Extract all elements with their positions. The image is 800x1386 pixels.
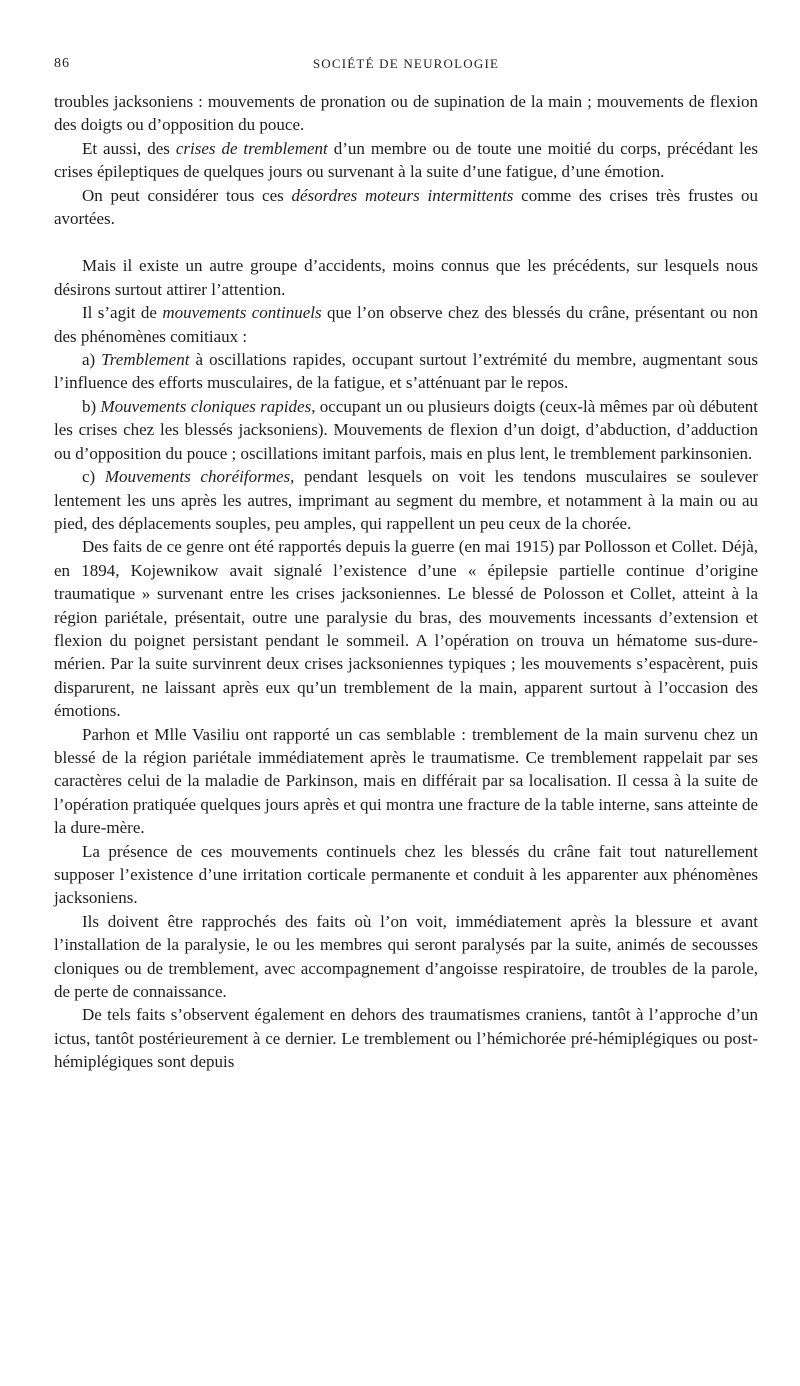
text-run: b) (82, 396, 101, 416)
text-run: , pendant lesquels on voit les tendons musculaires se soulever lentement les uns après les autres, imprimant au segment du membre, et notamment à la main ou au pied, des déplacements souples, peu amples, qui rappellent un peu ceux de la chorée. (54, 467, 758, 533)
paragraph-p10 (54, 840, 758, 910)
italic-term: crises de tremblement (175, 138, 328, 158)
text-run: Parhon et Mlle Vasiliu ont rapporté un cas semblable : tremblement de la main survenu chez un blessé de la région pariétale immédiatement après le traumatisme. Ce tremblement rappelait par ses caractères celui de la maladie de Parkinson, mais en différait par sa localisation. Il cessa à la suite de l’opération pratiquée quelques jours après et qui montra une fracture de la table interne, sans atteinte de la dure-mère. (54, 724, 758, 838)
paragraph-p2 (54, 184, 758, 231)
paragraph-p9 (54, 723, 758, 840)
paragraph-p11 (54, 910, 758, 1004)
text-run: que l’on observe chez des blessés du crâne, présentant ou non des phénomènes comitiaux : (54, 303, 758, 346)
italic-term: Mouvements cloniques rapides (100, 396, 312, 416)
italic-term: Mouvements choréiformes (104, 467, 291, 487)
paragraph-p7 (54, 465, 758, 535)
paragraph-p6 (54, 395, 758, 465)
text-run: On peut considérer tous ces (82, 185, 292, 205)
text-run: Et aussi, des (82, 138, 176, 158)
page-number: 86 (54, 56, 70, 71)
text-run: Des faits de ce genre ont été rapportés depuis la guerre (en mai 1915) par Pollosson et Collet. Déjà, en 1894, Kojewnikow avait signalé l’existence d’une « épilepsie partielle continue d’origine traumatique » survenant entre les crises jacksoniennes. Le blessé de Polosson et Collet, atteint à la région pariétale, présentait, outre une paralysie du bras, des mouvements incessants d’extension et flexion du poignet persistant pendant le sommeil. A l’opération on trouva un hématome sus-dure-mérien. Par la suite survinrent deux crises jacksoniennes typiques ; les mouvements s’espacèrent, puis disparurent, ne laissant après eux qu’un tremblement de la main, apparent surtout à l’occasion des émotions. (54, 537, 758, 721)
body-text (54, 90, 758, 1074)
text-run: , occupant un ou plusieurs doigts (ceux-là mêmes par où débutent les crises chez les blessés jacksoniens). Mouvements de flexion d’un doigt, d’abduction, d’adduction ou d’opposition du pouce ; oscillations imitant parfois, mais en plus lent, le tremblement parkinsonien. (54, 396, 758, 463)
text-run: Mais il existe un autre groupe d’accidents, moins connus que les précédents, sur lesquels nous désirons surtout attirer l’attention. (54, 256, 758, 299)
paragraph-p12 (54, 1003, 758, 1073)
text-run: comme des crises très frustes ou avortées. (54, 185, 759, 229)
paragraph-p5 (54, 348, 758, 395)
text-run: a) (82, 350, 102, 370)
running-head: SOCIÉTÉ DE NEUROLOGIE (312, 56, 500, 71)
text-run: à oscillations rapides, occupant surtout l’extrémité du membre, augmentant sous l’influence des efforts musculaires, de la fatigue, et s’atténuant par le repos. (54, 350, 758, 393)
paragraph-p0 (54, 90, 758, 137)
text-run: Ils doivent être rapprochés des faits où l’on voit, immédiatement après la blessure et avant l’installation de la paralysie, le ou les membres qui seront paralysés par la suite, animés de secousses cloniques ou de tremblement, avec accompagnement d’angoisse respiratoire, de troubles de la parole, de perte de connaissance. (54, 911, 758, 1002)
paragraph-p3 (54, 254, 758, 301)
paragraph-p8 (54, 535, 758, 722)
text-run: Il s’agit de (82, 303, 163, 323)
italic-term: mouvements continuels (162, 303, 322, 323)
text-run: De tels faits s’observent également en dehors des traumatismes craniens, tantôt à l’approche d’un ictus, tantôt postérieurement à ce dernier. Le tremblement ou l’hémichorée pré-hémiplégiques ou post-hémiplégiques sont depuis (54, 1005, 758, 1072)
text-run: d’un membre ou de toute une moitié du corps, précédant les crises épileptiques de quelques jours ou survenant à la suite d’une fatigue, d’une émotion. (54, 138, 758, 182)
paragraph-p1 (54, 137, 758, 184)
paragraph-p4 (54, 301, 758, 348)
italic-term: désordres moteurs intermittents (291, 185, 514, 205)
text-run: troubles jacksoniens : mouvements de pronation ou de supination de la main ; mouvements de flexion des doigts ou d’opposition du pouce. (54, 92, 758, 135)
italic-term: Tremblement (101, 350, 190, 370)
text-run: La présence de ces mouvements continuels chez les blessés du crâne fait tout naturellement supposer l’existence d’une irritation corticale permanente et conduit à les apparenter aux phénomènes jacksoniens. (54, 841, 758, 908)
text-run: c) (82, 467, 105, 487)
page-header (54, 52, 758, 76)
